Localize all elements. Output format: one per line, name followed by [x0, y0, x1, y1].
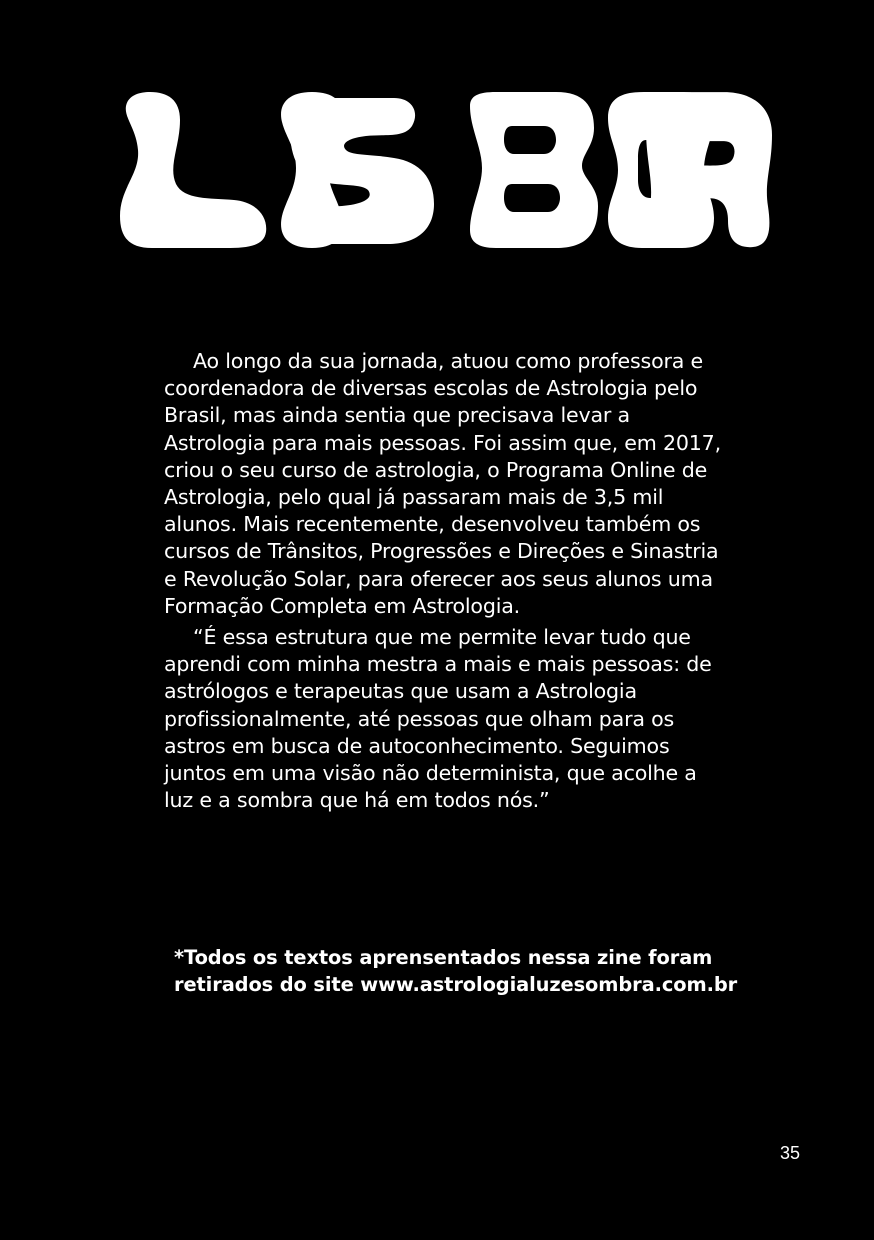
footnote-line-1: *Todos os textos aprensentados nessa zine foram [174, 946, 713, 969]
footnote [174, 944, 814, 998]
body-text [164, 348, 724, 818]
paragraph-2: “É essa estrutura que me permite levar tudo que aprendi com minha mestra a mais e mais pessoas: de astrólogos e terapeutas que usam a Astrologia profissionalmente, até pessoas que olham para os astros em busca de autoconhecimento. Seguimos juntos em uma visão não determinista, que acolhe a luz e a sombra que há em todos nós.” [164, 625, 712, 813]
paragraph-1: Ao longo da sua jornada, atuou como professora e coordenadora de diversas escolas de Astrologia pelo Brasil, mas ainda sentia que precisava levar a Astrologia para mais pessoas. Foi assim que, em 2017, criou o seu curso de astrologia, o Programa Online de Astrologia, pelo qual já passaram mais de 3,5 mil alunos. Mais recentemente, desenvolveu também os cursos de Trânsitos, Progressões e Direções e Sinastria e Revolução Solar, para oferecer aos seus alunos uma Formação Completa em Astrologia. [164, 349, 721, 618]
title-lettering [116, 88, 772, 250]
title-letter-l [120, 92, 266, 248]
page-title [116, 88, 772, 250]
footnote-line-2: retirados do site www.astrologialuzesombra.com.br [174, 973, 738, 996]
title-letter-s [287, 98, 434, 244]
page-number: 35 [779, 1143, 800, 1163]
title-letter-b [470, 92, 598, 248]
